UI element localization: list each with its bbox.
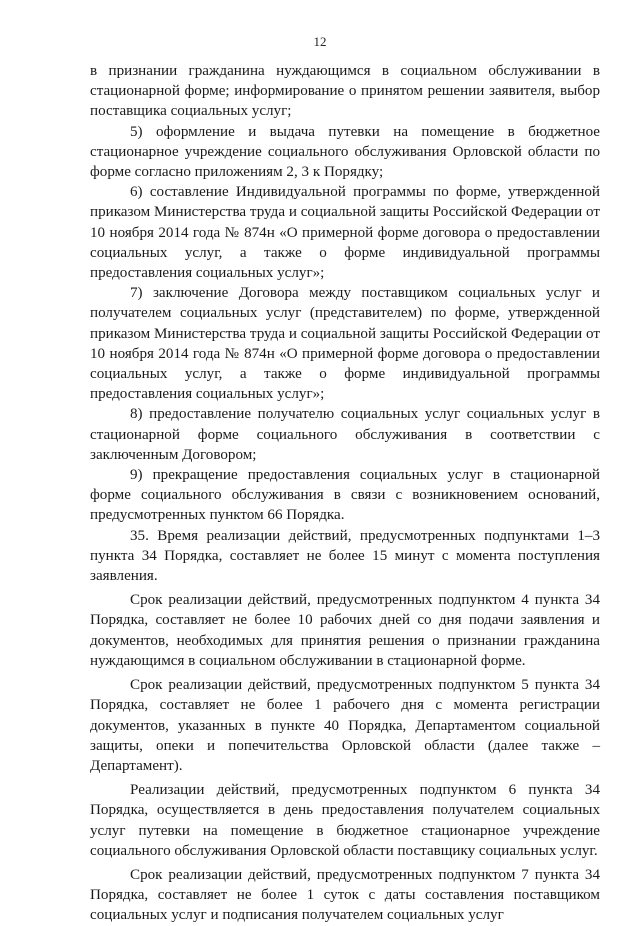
paragraph-item-6: 6) составление Индивидуальной программы по форме, утвержденной приказом Министерства труда и социальной защиты Российской Федерации от 10 ноября 2014 года № 874н «О примерной форме договора о предоставлении социальных услуг, а также о форме индивидуальной программы предоставления социальных услуг»; xyxy=(90,184,600,282)
paragraph-deadline-item-6: Реализации действий, предусмотренных подпунктом 6 пункта 34 Порядка, осуществляется в день предоставления получателем социальных услуг путевки на помещение в бюджетное стационарное учреждение социального обслуживания Орловской области поставщику социальных услуг. xyxy=(90,782,600,859)
paragraph-deadline-item-7: Срок реализации действий, предусмотренных подпунктом 7 пункта 34 Порядка, составляет не более 1 суток с даты составления поставщиком социальных услуг и подписания получателем социальных услуг xyxy=(90,866,600,924)
paragraph-item-7: 7) заключение Договора между поставщиком социальных услуг и получателем социальных услуг (представителем) по форме, утвержденной приказом Министерства труда и социальной защиты Российской Федерации от 10 ноября 2014 года № 874н «О примерной форме договора о предоставлении социальных услуг, а также о форме индивидуальной программы предоставления социальных услуг»; xyxy=(90,285,600,403)
paragraph-deadline-item-4: Срок реализации действий, предусмотренных подпунктом 4 пункта 34 Порядка, составляет не более 10 рабочих дней со дня подачи заявления и документов, необходимых для принятия решения о признании гражданина нуждающимся в социальном обслуживании в стационарной форме. xyxy=(90,592,600,669)
paragraph-item-8: 8) предоставление получателю социальных услуг социальных услуг в стационарной форме социального обслуживания в соответствии с заключенным Договором; xyxy=(90,406,600,463)
paragraph-item-9: 9) прекращение предоставления социальных услуг в стационарной форме социального обслуживания в связи с возникновением оснований, предусмотренных пунктом 66 Порядка. xyxy=(90,467,600,524)
paragraph-item-5: 5) оформление и выдача путевки на помещение в бюджетное стационарное учреждение социального обслуживания Орловской области по форме согласно приложениям 2, 3 к Порядку; xyxy=(90,123,600,181)
paragraph-continuation: в признании гражданина нуждающимся в социальном обслуживании в стационарной форме; информирование о принятом решении заявителя, выбор поставщика социальных услуг; xyxy=(90,63,600,120)
page-number: 12 xyxy=(313,34,327,49)
paragraph-clause-35: 35. Время реализации действий, предусмотренных подпунктами 1–3 пункта 34 Порядка, составляет не более 15 минут с момента поступления заявления. xyxy=(90,527,600,585)
document-body xyxy=(90,61,600,926)
paragraph-deadline-item-5: Срок реализации действий, предусмотренных подпунктом 5 пункта 34 Порядка, составляет не более 1 рабочего дня с момента регистрации документов, указанных в пункте 40 Порядка, Департаментом социальной защиты, опеки и попечительства Орловской области (далее также – Департамент). xyxy=(90,677,600,774)
